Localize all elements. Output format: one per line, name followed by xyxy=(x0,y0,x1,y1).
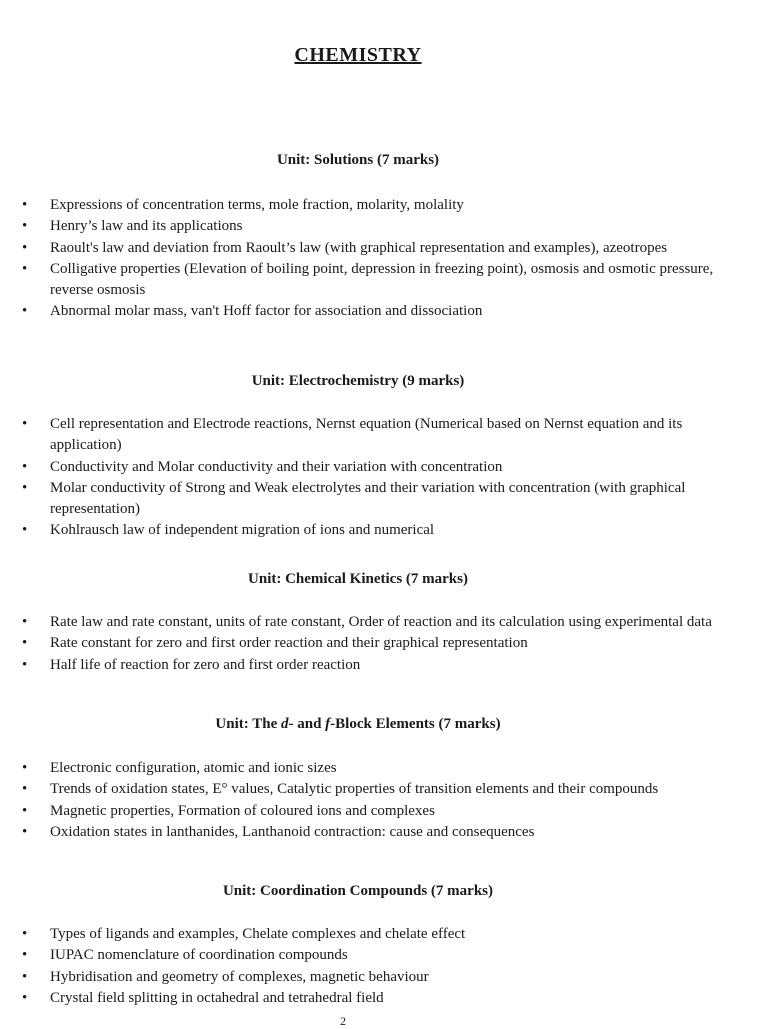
list-item: • Cell representation and Electrode reactions, Nernst equation (Numerical based on Nernst equation and its application) xyxy=(0,414,720,457)
list-item: • Half life of reaction for zero and first order reaction xyxy=(0,655,720,676)
unit-heading-chemical-kinetics: Unit: Chemical Kinetics (7 marks) xyxy=(248,571,468,587)
topic-list-solutions xyxy=(0,195,720,323)
list-item: • Rate constant for zero and first order reaction and their graphical representation xyxy=(0,633,720,654)
list-item: • Oxidation states in lanthanides, Lanthanoid contraction: cause and consequences xyxy=(0,822,720,843)
topic-list-d-f-block xyxy=(0,758,720,843)
document-title: CHEMISTRY xyxy=(294,44,422,66)
topic-list-electrochemistry xyxy=(0,414,720,542)
list-item: • Abnormal molar mass, van't Hoff factor for association and dissociation xyxy=(0,301,720,322)
list-item: • Expressions of concentration terms, mole fraction, molarity, molality xyxy=(0,195,720,216)
list-item: • Electronic configuration, atomic and ionic sizes xyxy=(0,758,720,779)
unit-heading-d-f-block xyxy=(0,716,716,733)
list-item: • IUPAC nomenclature of coordination compounds xyxy=(0,945,720,966)
unit-heading-solutions: Unit: Solutions (7 marks) xyxy=(276,152,440,168)
heading-d: d xyxy=(280,716,289,732)
topic-list-chemical-kinetics xyxy=(0,612,720,676)
list-item: • Types of ligands and examples, Chelate complexes and chelate effect xyxy=(0,924,720,945)
unit-heading-electrochemistry: Unit: Electrochemistry (9 marks) xyxy=(251,373,465,389)
list-item: • Hybridisation and geometry of complexes, magnetic behaviour xyxy=(0,967,720,988)
list-item: • Trends of oxidation states, E° values, Catalytic properties of transition elements and their compounds xyxy=(0,779,720,800)
heading-prefix: Unit: The xyxy=(215,716,281,732)
heading-suffix: -Block Elements (7 marks) xyxy=(330,716,501,732)
list-item: • Magnetic properties, Formation of coloured ions and complexes xyxy=(0,801,720,822)
heading-mid: - and xyxy=(288,716,326,732)
list-item: • Kohlrausch law of independent migration of ions and numerical xyxy=(0,520,720,541)
unit-heading-coordination-compounds: Unit: Coordination Compounds (7 marks) xyxy=(222,883,494,899)
list-item: • Rate law and rate constant, units of rate constant, Order of reaction and its calculation using experimental data xyxy=(0,612,720,633)
topic-list-coordination-compounds xyxy=(0,924,720,1009)
list-item: • Conductivity and Molar conductivity and their variation with concentration xyxy=(0,457,720,478)
list-item: • Molar conductivity of Strong and Weak electrolytes and their variation with concentration (with graphical representation) xyxy=(0,478,720,521)
list-item: • Raoult's law and deviation from Raoult’s law (with graphical representation and examples), azeotropes xyxy=(0,238,720,259)
heading-f: f xyxy=(325,716,331,732)
list-item: • Crystal field splitting in octahedral and tetrahedral field xyxy=(0,988,720,1009)
list-item: • Colligative properties (Elevation of boiling point, depression in freezing point), osmosis and osmotic pressure, reverse osmosis xyxy=(0,259,720,302)
list-item: • Henry’s law and its applications xyxy=(0,216,720,237)
page-number: 2 xyxy=(340,1014,346,1028)
